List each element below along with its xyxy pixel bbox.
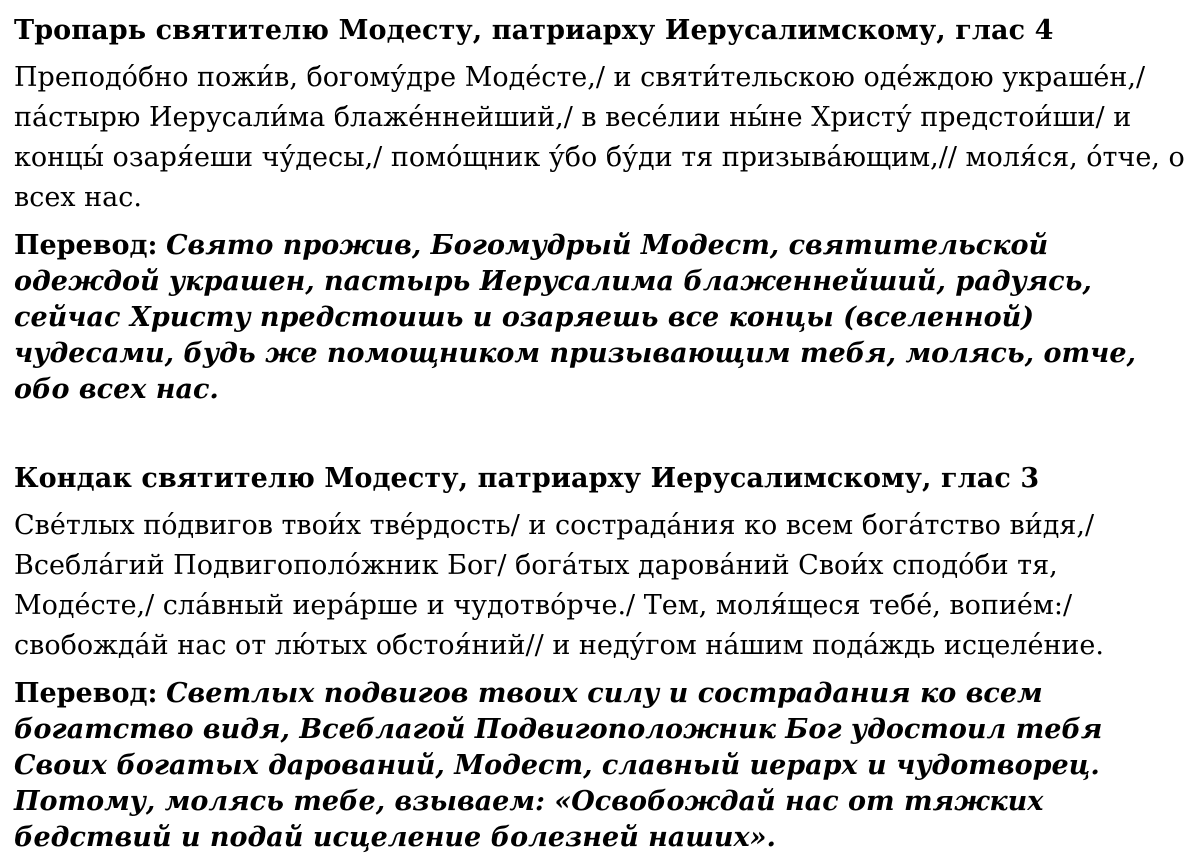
translation-text: Светлых подвигов твоих силу и сострадания ко всем богатство видя, Всеблагой Подвигоположник Бог удостоил тебя Своих богатых дарований, Модест, славный иерарх и чудотворец. Потому, молясь тебе, взываем: «Освобождай нас от тяжких бедствий и подай исцеление болезней наших». [14, 678, 1103, 853]
translation-label: Перевод: [14, 678, 158, 709]
troparion-text: Преподо́бно пожи́в, богому́дре Моде́сте,/ и святи́тельскою оде́ждою украше́н,/ па́стырю Иерусали́ма блаже́ннейший,/ в весе́лии ны́не Христу́ предстои́ши/ и концы́ озаря́еши чу́десы,/ помо́щник у́бо бу́ди тя призыва́ющим,// моля́ся, о́тче, о всех нас. [14, 62, 1185, 213]
kontakion-section [14, 460, 1186, 856]
troparion-heading: Тропарь святителю Модесту, патриарху Иерусалимскому, глас 4 [14, 15, 1054, 46]
translation-text: Свято прожив, Богомудрый Модест, святительской одеждой украшен, пастырь Иерусалима блаженнейший, радуясь, сейчас Христу предстоишь и озаряешь все концы (вселенной) чудесами, будь же помощником призывающим тебя, молясь, отче, обо всех нас. [14, 230, 1136, 405]
kontakion-text: Све́тлых по́двигов твои́х тве́рдость/ и сострада́ния ко всем бога́тство ви́дя,/ Всебла́гий Подвигополо́жник Бог/ бога́тых дарова́ний Свои́х сподо́би тя, Моде́сте,/ сла́вный иера́рше и чудотво́рче./ Тем, моля́щеся тебе́, вопие́м:/ свобожда́й нас от лю́тых обстоя́ний// и неду́гом на́шим пода́ждь исцеле́ние. [14, 510, 1104, 661]
kontakion-translation [14, 676, 1186, 856]
troparion-translation [14, 228, 1186, 408]
troparion-section [14, 12, 1186, 408]
kontakion-heading: Кондак святителю Модесту, патриарху Иерусалимскому, глас 3 [14, 463, 1040, 494]
translation-label: Перевод: [14, 230, 158, 261]
